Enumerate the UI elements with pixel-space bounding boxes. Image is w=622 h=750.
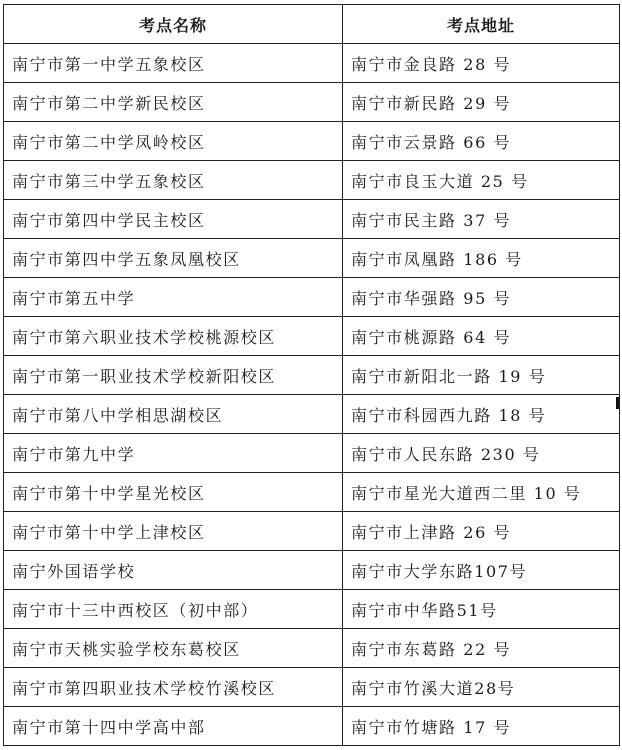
site-address-cell: 南宁市桃源路 64 号 (343, 317, 620, 356)
exam-sites-table-container (3, 4, 619, 746)
site-address-cell: 南宁市中华路51号 (343, 590, 620, 629)
site-address-cell: 南宁市新民路 29 号 (343, 83, 620, 122)
site-name-cell: 南宁市第十四中学高中部 (4, 707, 343, 746)
table-row (4, 278, 620, 317)
exam-sites-table (3, 4, 620, 746)
site-name-cell: 南宁市第四职业技术学校竹溪校区 (4, 668, 343, 707)
table-row (4, 707, 620, 746)
table-row (4, 668, 620, 707)
site-address-cell: 南宁市新阳北一路 19 号 (343, 356, 620, 395)
table-row (4, 356, 620, 395)
table-row (4, 317, 620, 356)
site-address-cell: 南宁市良玉大道 25 号 (343, 161, 620, 200)
table-row (4, 44, 620, 83)
site-name-cell: 南宁市第四中学民主校区 (4, 200, 343, 239)
site-name-cell: 南宁市第二中学凤岭校区 (4, 122, 343, 161)
site-address-cell: 南宁市竹溪大道28号 (343, 668, 620, 707)
table-row (4, 122, 620, 161)
site-address-cell: 南宁市云景路 66 号 (343, 122, 620, 161)
site-name-cell: 南宁市第十中学星光校区 (4, 473, 343, 512)
site-address-cell: 南宁市星光大道西二里 10 号 (343, 473, 620, 512)
site-address-cell: 南宁市科园西九路 18 号 (343, 395, 620, 434)
table-row (4, 200, 620, 239)
site-name-cell: 南宁市第二中学新民校区 (4, 83, 343, 122)
site-name-cell: 南宁市十三中西校区（初中部） (4, 590, 343, 629)
table-row (4, 239, 620, 278)
site-address-cell: 南宁市大学东路107号 (343, 551, 620, 590)
site-address-cell: 南宁市上津路 26 号 (343, 512, 620, 551)
table-row (4, 590, 620, 629)
table-row (4, 161, 620, 200)
header-site-name: 考点名称 (4, 5, 343, 44)
site-address-cell: 南宁市华强路 95 号 (343, 278, 620, 317)
site-name-cell: 南宁市第九中学 (4, 434, 343, 473)
site-address-cell: 南宁市民主路 37 号 (343, 200, 620, 239)
site-name-cell: 南宁市第一中学五象校区 (4, 44, 343, 83)
site-name-cell: 南宁市第十中学上津校区 (4, 512, 343, 551)
site-name-cell: 南宁外国语学校 (4, 551, 343, 590)
site-name-cell: 南宁市第四中学五象凤凰校区 (4, 239, 343, 278)
table-row (4, 395, 620, 434)
site-name-cell: 南宁市第三中学五象校区 (4, 161, 343, 200)
table-header-row (4, 5, 620, 44)
site-name-cell: 南宁市天桃实验学校东葛校区 (4, 629, 343, 668)
table-row (4, 83, 620, 122)
site-address-cell: 南宁市人民东路 230 号 (343, 434, 620, 473)
table-row (4, 434, 620, 473)
site-address-cell: 南宁市凤凰路 186 号 (343, 239, 620, 278)
table-row (4, 473, 620, 512)
site-name-cell: 南宁市第八中学相思湖校区 (4, 395, 343, 434)
site-name-cell: 南宁市第五中学 (4, 278, 343, 317)
site-address-cell: 南宁市金良路 28 号 (343, 44, 620, 83)
site-name-cell: 南宁市第六职业技术学校桃源校区 (4, 317, 343, 356)
edge-marker (616, 397, 619, 409)
table-row (4, 551, 620, 590)
site-address-cell: 南宁市东葛路 22 号 (343, 629, 620, 668)
header-site-address: 考点地址 (343, 5, 620, 44)
table-row (4, 629, 620, 668)
site-name-cell: 南宁市第一职业技术学校新阳校区 (4, 356, 343, 395)
site-address-cell: 南宁市竹塘路 17 号 (343, 707, 620, 746)
table-row (4, 512, 620, 551)
